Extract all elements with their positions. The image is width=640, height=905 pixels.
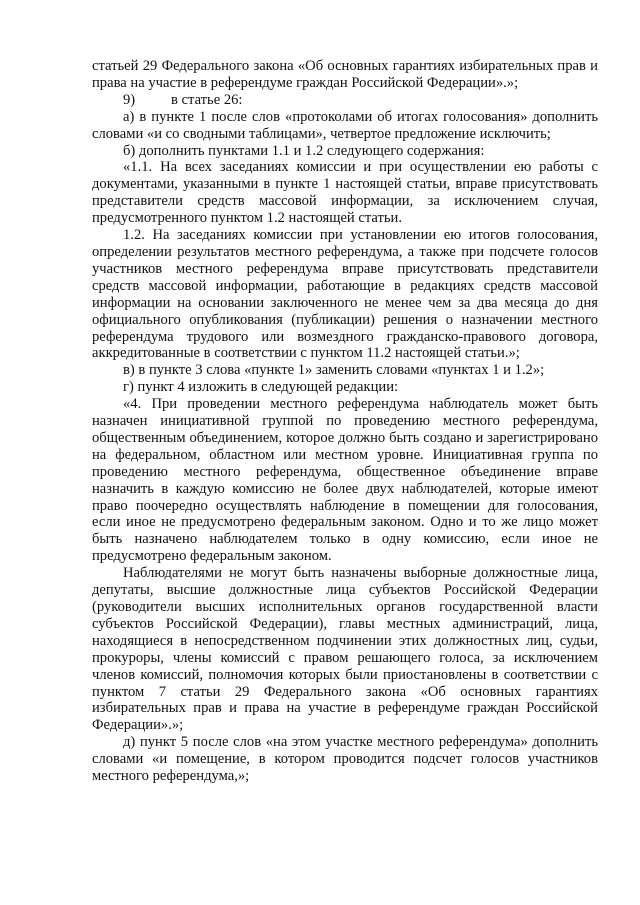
list-item-text: в статье 26: bbox=[171, 91, 243, 108]
paragraph-sub-g: г) пункт 4 изложить в следующей редакции: bbox=[123, 379, 399, 396]
paragraph-sub-d: д) пункт 5 после слов «на этом участке местного референдума» дополнить словами «и помещение, в котором проводится подсчет голосов участников местного референдума,»; bbox=[92, 734, 598, 785]
list-item-number: 9) bbox=[123, 91, 136, 108]
paragraph-sub-b: б) дополнить пунктами 1.1 и 1.2 следующего содержания: bbox=[123, 142, 485, 159]
paragraph-sub-v: в) в пункте 3 слова «пункте 1» заменить словами «пунктах 1 и 1.2»; bbox=[123, 362, 545, 379]
document-page bbox=[92, 58, 598, 785]
paragraph-observers-restriction: Наблюдателями не могут быть назначены выборные должностные лица, депутаты, высшие должностные лица субъектов Российской Федерации (руководители высших исполнительных органов государственной власти субъектов Российской Федерации), главы местных администраций, лица, находящиеся в непосредственном подчинении этих должностных лиц, судьи, прокуроры, члены комиссий с правом решающего голоса, за исключением членов комиссий, полномочия которых были приостановлены в соответствии с пунктом 7 статьи 29 Федерального закона «Об основных гарантиях избирательных прав и права на участие в референдуме граждан Российской Федерации».»; bbox=[92, 565, 598, 734]
paragraph-point-4: «4. При проведении местного референдума наблюдатель может быть назначен инициативной группой по проведению местного референдума, общественным объединением, которое должно быть создано и зарегистрировано на федеральном, областном или местном уровне. Инициативная группа по проведению местного референдума, общественное объединение вправе назначить в каждую комиссию не более двух наблюдателей, которые имеют право поочередно осуществлять наблюдение в помещении для голосования, если иное не предусмотрено федеральным законом. Одно и то же лицо может быть назначено наблюдателем только в одну комиссию, если иное не предусмотрено федеральным законом. bbox=[92, 396, 598, 565]
list-item-9 bbox=[92, 92, 598, 109]
paragraph-point-1-1: «1.1. На всех заседаниях комиссии и при осуществлении ею работы с документами, указанными в пункте 1 настоящей статьи, вправе присутствовать представители средств массовой информации, за исключением случая, предусмотренного пунктом 1.2 настоящей статьи. bbox=[92, 159, 598, 227]
paragraph-sub-a: а) в пункте 1 после слов «протоколами об итогах голосования» дополнить словами «и со сводными таблицами», четвертое предложение исключить; bbox=[92, 108, 598, 142]
paragraph-continuation: статьей 29 Федерального закона «Об основных гарантиях избирательных прав и права на участие в референдуме граждан Российской Федерации».»; bbox=[92, 58, 598, 91]
paragraph-point-1-2: 1.2. На заседаниях комиссии при установлении ею итогов голосования, определении результатов местного референдума, а также при подсчете голосов участников местного референдума вправе присутствовать представители средств массовой информации, работающие в редакциях средств массовой информации на основании заключенного не менее чем за два месяца до дня официального опубликования (публикации) решения о назначении местного референдума трудового или возмездного гражданско-правового договора, аккредитованные в соответствии с пунктом 11.2 настоящей статьи.»; bbox=[92, 227, 598, 362]
